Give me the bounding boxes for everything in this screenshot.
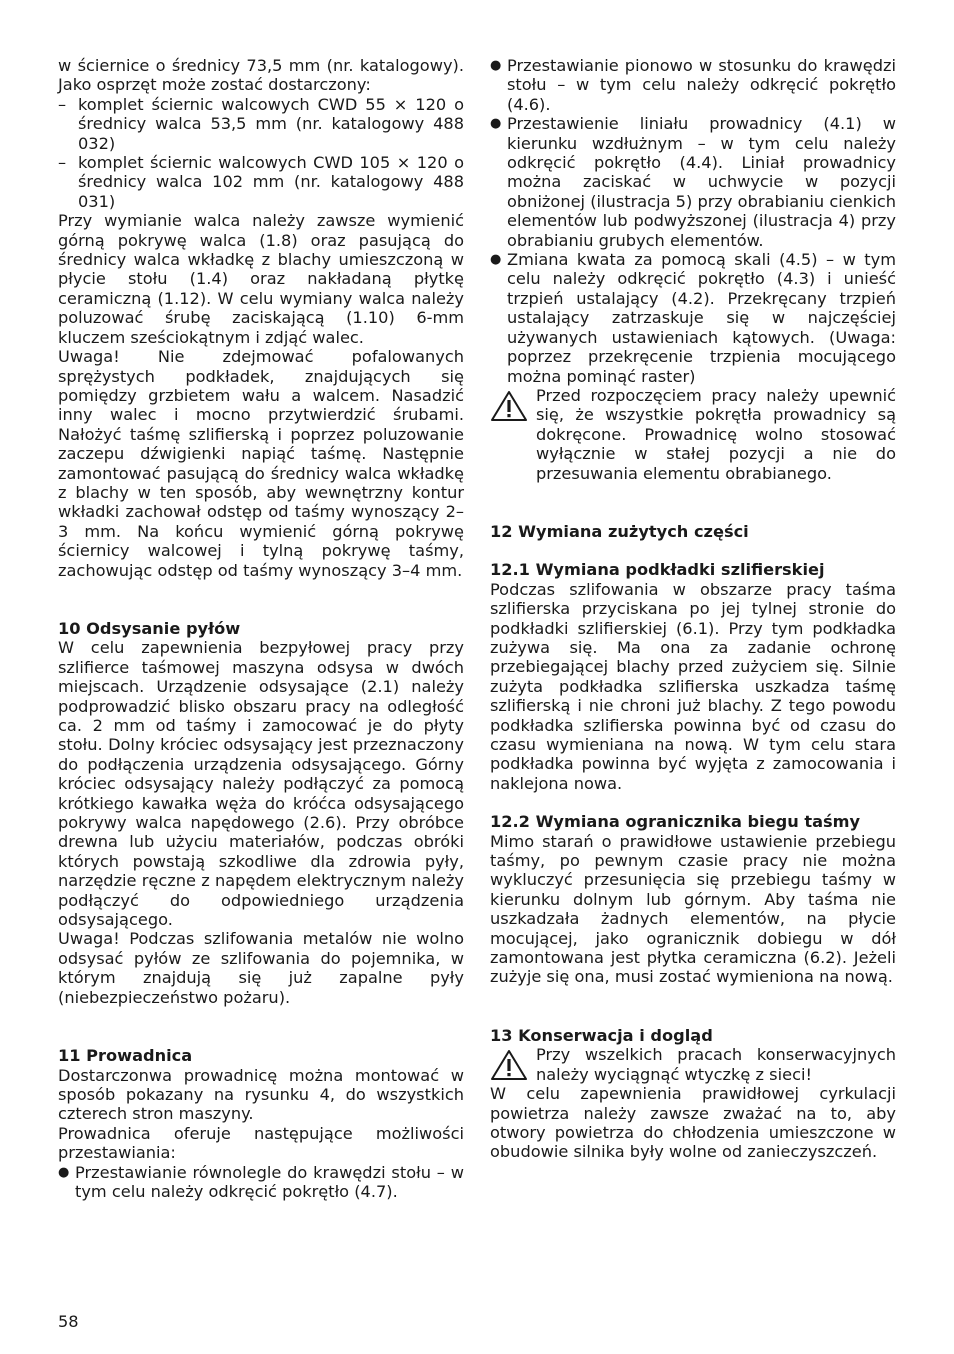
list-item (490, 250, 896, 386)
spacer (58, 1007, 464, 1046)
list-item-text: Przestawianie pionowo w stosunku do krawędzi stołu – w tym celu należy odkręcić pokrętło (4.6). (507, 56, 896, 114)
left-column (58, 56, 464, 1201)
section-heading-10: 10 Odsysanie pyłów (58, 618, 241, 638)
paragraph: Podczas szlifowania w obszarze pracy taśma szlifierska przyciskana po jej tylnej stronie do podkładki szlifierskiej (6.1). Przy tym podkładka zużywa się. Ma ona za zadanie ochronę przebiegającej blachy przed zużyciem się. Silnie zużyta podkładka szlifierska uszkadza taśmę szlifierską i nie chroni już blachy. Z tego powodu podkładka szlifierska powinna być od czasu do czasu wymieniana na nową. W tym celu stara podkładka powinna być wyjęta z zamocowania i naklejona nowa. (490, 579, 896, 793)
section-heading-12: 12 Wymiana zużytych części (490, 521, 749, 541)
subsection-heading-12-1: 12.1 Wymiana podkładki szlifierskiej (490, 560, 825, 580)
spacer (490, 793, 896, 812)
spacer (490, 483, 896, 522)
list-item (58, 1163, 464, 1202)
list-item-text: komplet ściernic walcowych CWD 105 × 120 o średnicy walca 102 mm (nr. katalogowy 488 031) (78, 153, 464, 211)
section-heading-13: 13 Konserwacja i dogląd (490, 1025, 713, 1045)
page-number: 58 (58, 1312, 79, 1331)
bullet-marker: ● (490, 252, 502, 268)
list-item-text: Przestawianie równolegle do krawędzi stołu – w tym celu należy odkręcić pokrętło (4.7). (75, 1162, 464, 1201)
warning-block (490, 386, 896, 483)
list-item-text: Zmiana kwata za pomocą skali (4.5) – w tym celu należy odkręcić pokrętło (4.3) i unieść trzpień ustalający (4.2). Przekręcany trzpień ustalający zatrzaskuje się w najczęściej używanych ustawieniach kątowych. (Uwaga: poprzez przekręcenie trzpienia mocującego można pominąć raster) (507, 250, 896, 386)
spacer (490, 987, 896, 1026)
paragraph: Uwaga! Podczas szlifowania metalów nie wolno odsysać pyłów ze szlifowania do pojemnika, w którym znajdują się już zapalne pyły (niebezpieczeństwo pożaru). (58, 929, 464, 1007)
paragraph: Uwaga! Nie zdejmować pofalowanych sprężystych podkładek, znajdujących się pomiędzy grzbietem wału a walcem. Nasadzić inny walec i mocno przytwierdzić śrubami. Nałożyć taśmę szlifierską i poprzez poluzowanie zaczepu dźwigienki napiąć taśmę. Następnie zamontować pasującą do średnicy walca wkładkę z blachy w ten sposób, aby wewnętrzny kontur wkładki zachował odstęp od taśmy wynoszący 2–3 mm. Na końcu wymienić górną pokrywę ściernicy walcowej i tylną pokrywę taśmy, zachowując odstęp od taśmy wynoszący 3–4 mm. (58, 347, 464, 580)
paragraph: Dostarczonwa prowadnicę można montować w sposób pokazany na rysunku 4, do wszystkich czterech stron maszyny. (58, 1065, 464, 1124)
dash-marker: – (58, 94, 67, 114)
list-item (490, 56, 896, 114)
list-item (490, 114, 896, 250)
bullet-marker: ● (58, 1164, 70, 1180)
warning-icon (490, 390, 528, 422)
list-item-text: Przestawienie liniału prowadnicy (4.1) w kierunku wzdłużnym – w tym celu należy odkręcić pokrętło (4.4). Liniał prowadnicy można zaciskać w uchwycie w pozycji obniżonej (ilustracja 5) przy obrabianiu cienkich elementów lub podwyższonej (ilustracja 4) przy obrabianiu grubych elementów. (507, 114, 896, 250)
spacer (490, 541, 896, 560)
dash-marker: – (58, 153, 67, 173)
paragraph: W celu zapewnienia prawidłowej cyrkulacji powietrza należy zawsze zważać na to, aby otwory powietrza do chłodzenia umieszczone w obudowie silnika były wolne od zanieczyszczeń. (490, 1084, 896, 1162)
warning-block (490, 1045, 896, 1084)
paragraph: W celu zapewnienia bezpyłowej pracy przy szlifierce taśmowej maszyna odsysa w dwóch miejscach. Urządzenie odsysające (2.1) należy podprowadzić blisko obszaru pracy na odległość ca. 2 mm od taśmy i zamocować je do płyty stołu. Dolny króciec odsysający jest przeznaczony do podłączenia urządzenia odsysającego. Górny króciec odsysający należy podłączyć za pomocą krótkiego kawałka węża do króćca odsysającego pokrywy walca napędowego (2.6). Przy obróbce drewna lub użyciu materiałów, podczas obróki których powstają szkodliwe dla zdrowia pyły, narzędzie ręczne z napędem elektrycznym należy podłączyć do odpowiedniego urządzenia odsysającego. (58, 638, 464, 930)
right-column (490, 56, 896, 1162)
warning-text: Przed rozpoczęciem pracy należy upewnić się, że wszystkie pokrętła prowadnicy są dokręcone. Prowadnicę wolno stosować wyłącznie w stałej pozycji a nie do przesuwania elementu obrabianego. (536, 385, 896, 483)
paragraph: Przy wymianie walca należy zawsze wymienić górną pokrywę walca (1.8) oraz pasującą do średnicy walca wkładkę z blachy umieszczoną w płycie stołu (1.4) oraz nakładaną płytkę ceramiczną (1.12). W celu wymiany walca należy poluzować śrubę zaciskającą (1.10) 6-mm kluczem sześciokątnym i zdjąć walec. (58, 211, 464, 347)
list-item-text: komplet ściernic walcowych CWD 55 × 120 o średnicy walca 53,5 mm (nr. katalogowy 488 032) (78, 94, 464, 153)
paragraph: Mimo starań o prawidłowe ustawienie przebiegu taśmy, po pewnym czasie pracy nie można wykluczyć przesunięcia się przebiegu taśmy w kierunku dolnym lub górnym. Aby taśma nie uszkadzała żadnych elementów, na płycie mocującej, jako ogranicznik dobiegu w dół zamontowana jest płytka ceramiczna (6.2). Jeżeli zużyje się ona, musi zostać wymieniona na nową. (490, 831, 896, 987)
subsection-heading-12-2: 12.2 Wymiana ogranicznika biegu taśmy (490, 812, 861, 832)
warning-text: Przy wszelkich pracach konserwacyjnych należy wyciągnąć wtyczkę z sieci! (536, 1045, 896, 1084)
section-heading-11: 11 Prowadnica (58, 1046, 193, 1066)
spacer (58, 580, 464, 619)
bullet-marker: ● (490, 58, 502, 73)
paragraph: w ściernice o średnicy 73,5 mm (nr. katalogowy). Jako osprzęt może zostać dostarczony: (58, 56, 464, 95)
warning-icon (490, 1049, 528, 1081)
list-item (58, 153, 464, 211)
paragraph: Prowadnica oferuje następujące możliwości przestawiania: (58, 1123, 464, 1163)
list-item (58, 95, 464, 153)
bullet-marker: ● (490, 116, 502, 132)
